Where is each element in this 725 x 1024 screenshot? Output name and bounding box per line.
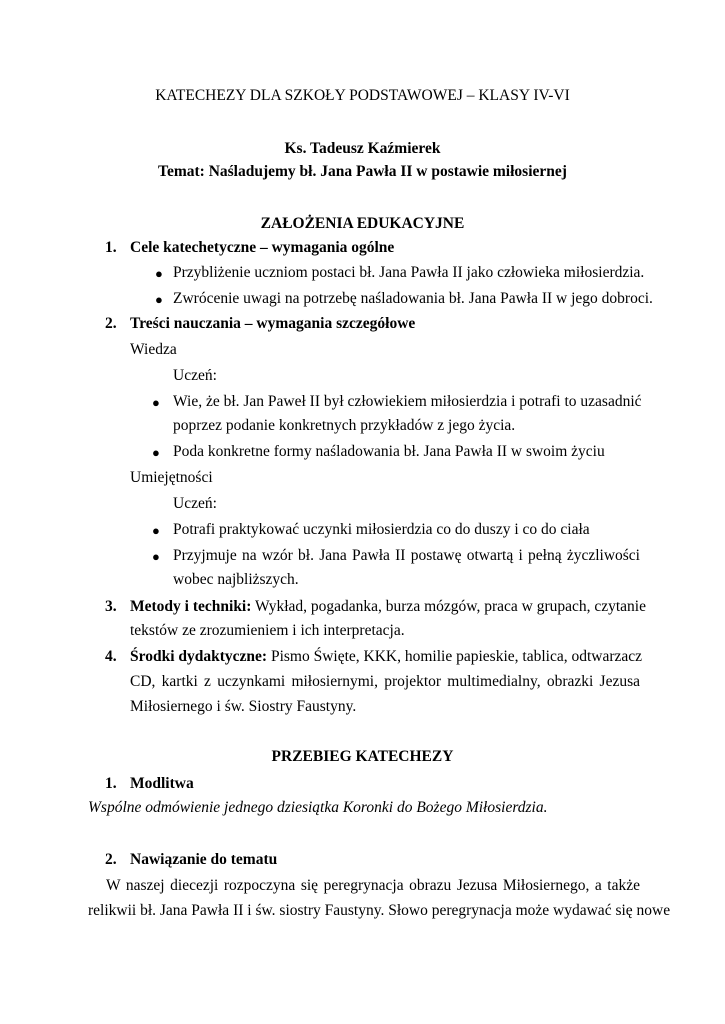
author: Ks. Tadeusz Kaźmierek [284, 140, 441, 157]
list-item: Potrafi praktykować uczynki miłosierdzia co do duszy i co do ciała [173, 521, 590, 538]
list-item: Wie, że bł. Jan Paweł II był człowiekiem miłosierdzia i potrafi to uzasadnić [173, 393, 642, 410]
bullet-icon: ● [152, 549, 160, 564]
list-item: Poda konkretne formy naśladowania bł. Jana Pawła II w swoim życiu [173, 443, 605, 460]
paragraph-line: relikwii bł. Jana Pawła II i św. siostry Faustyny. Słowo peregrynacja może wydawać się nowe [88, 902, 671, 919]
bullet-icon: ● [155, 292, 163, 307]
prayer-text: Wspólne odmówienie jednego dziesiątka Koronki do Bożego Miłosierdzia. [88, 799, 548, 816]
subsection-title: Nawiązanie do tematu [130, 851, 278, 868]
lesson-topic: Temat: Naśladujemy bł. Jana Pawła II w postawie miłosiernej [158, 163, 567, 180]
bullet-icon: ● [155, 266, 163, 281]
subsection-title: Treści nauczania – wymagania szczegółowe [130, 315, 416, 332]
subsection-title: Cele katechetyczne – wymagania ogólne [130, 239, 395, 256]
list-number: 2. [105, 851, 117, 868]
student-label: Uczeń: [173, 367, 217, 384]
materials-text: Pismo Święte, KKK, homilie papieskie, tablica, odtwarzacz [267, 648, 643, 665]
list-number: 1. [105, 239, 117, 256]
methods-title: Metody i techniki: [130, 598, 252, 615]
list-number: 1. [105, 775, 117, 792]
bullet-icon: ● [152, 523, 160, 538]
list-number: 4. [105, 648, 117, 665]
category-label: Umiejętności [130, 469, 213, 486]
list-number: 2. [105, 315, 117, 332]
category-label: Wiedza [130, 341, 177, 358]
materials-title: Środki dydaktyczne: [130, 648, 268, 665]
methods-text-continuation: tekstów ze zrozumieniem i ich interpretacja. [130, 622, 405, 639]
document-title: KATECHEZY DLA SZKOŁY PODSTAWOWEJ – KLASY IV-VI [155, 87, 570, 104]
student-label: Uczeń: [173, 495, 217, 512]
methods-text: Wykład, pogadanka, burza mózgów, praca w grupach, czytanie [251, 598, 646, 615]
list-item: Przybliżenie uczniom postaci bł. Jana Pawła II jako człowieka miłosierdzia. [173, 264, 645, 281]
bullet-icon: ● [152, 395, 160, 410]
list-item-continuation: poprzez podanie konkretnych przykładów z jego życia. [173, 417, 516, 434]
subsection-title: Modlitwa [130, 775, 194, 792]
bullet-icon: ● [152, 445, 160, 460]
list-item: Zwrócenie uwagi na potrzebę naśladowania bł. Jana Pawła II w jego dobroci. [173, 290, 653, 307]
materials-text-continuation: CD, kartki z uczynkami miłosiernymi, projektor multimedialny, obrazki Jezusa [130, 673, 640, 690]
paragraph-line: W naszej diecezji rozpoczyna się peregrynacja obrazu Jezusa Miłosiernego, a także [106, 877, 640, 894]
list-item-continuation: wobec najbliższych. [173, 571, 299, 588]
methods-line [130, 597, 646, 617]
section-heading-assumptions: ZAŁOŻENIA EDUKACYJNE [260, 215, 465, 232]
materials-text-continuation: Miłosiernego i św. Siostry Faustyny. [130, 698, 357, 715]
materials-line [130, 647, 643, 667]
list-item: Przyjmuje na wzór bł. Jana Pawła II postawę otwartą i pełną życzliwości [173, 547, 640, 564]
section-heading-course: PRZEBIEG KATECHEZY [271, 748, 454, 765]
list-number: 3. [105, 598, 117, 615]
